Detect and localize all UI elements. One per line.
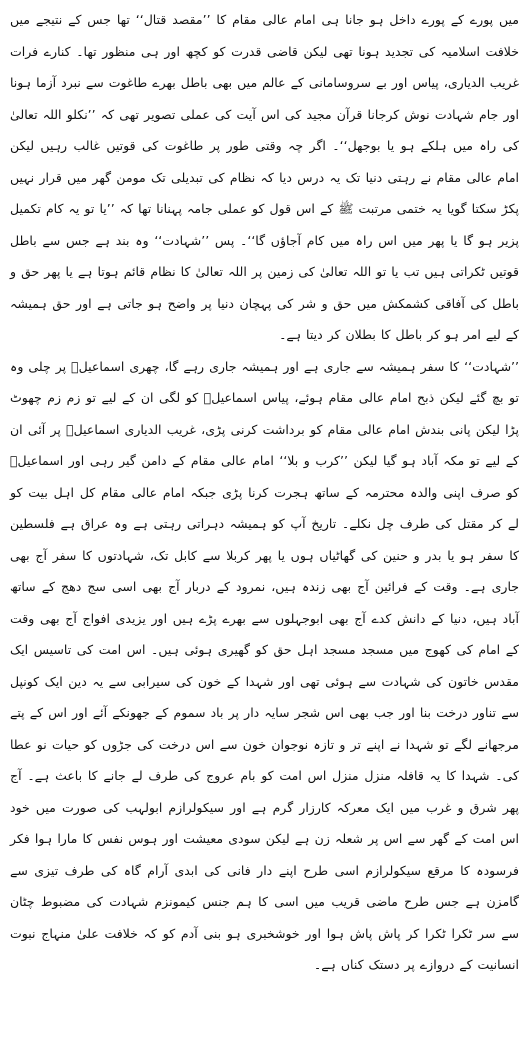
paragraph-2: ’’شہادت‘‘ کا سفر ہمیشہ سے جاری ہے اور ہمیشہ جاری رہے گا، چھری اسماعیلؑ پر چلی وہ تو بچ گئے لیکن ذبح امام عالی مقام ہوئے، پیاس اسماعیلؑ کو لگی ان کے لیے تو زم زم چھوٹ پڑا لیکن پانی بندش امام عالی مقام کو برداشت کرنی پڑی، غریب الدیاری اسماعیلؑ پر آئی ان کے لیے تو مکہ آباد ہو گیا لیکن ’’کرب و بلا‘‘ امام عالی مقام کے دامن گیر رہی اور اسماعیلؑ کو صرف اپنی والدہ محترمہ کے ساتھ ہجرت کرنا پڑی جبکہ امام عالی مقام کل اہل بیت کو لے کر مقتل کی طرف چل نکلے۔ تاریخ آپ کو ہمیشہ دہراتی رہتی ہے وہ عراق ہے فلسطین کا سفر ہو یا بدر و حنین کی گھاٹیاں ہوں یا پھر کربلا سے کابل تک، شہادتوں کا سفر آج بھی جاری ہے۔ وقت کے فرائین آج بھی زندہ ہیں، نمرود کے دربار آج بھی اسی سج دھج کے ساتھ آباد ہیں، دنیا کے دانش کدے آج بھی ابوجہلوں سے بھرے پڑے ہیں اور یزیدی افواج آج بھی وقت کے امام کی کھوج میں مسجد مسجد اہل حق کو گھیری ہوئی ہیں۔ اس امت کی تاسیس ایک مقدس خاتون کی شہادت سے ہوئی تھی اور شہدا کے خون کی سیرابی سے یہ دین ایک کونپل سے تناور درخت بنا اور جب بھی اس شجر سایہ دار پر باد سموم کے جھونکے آئے اور اس کے پتے مرجھانے لگے تو شہدا نے اپنے تر و تازہ نوجوان خون سے اس درخت کی جڑوں کو حیات نو عطا کی۔ شہدا کا یہ قافلہ منزل منزل اس امت کو بام عروج کی طرف لے جانے کا باعث ہے۔ آج پھر شرق و غرب میں ایک معرکہ کارزار گرم ہے اور سیکولرازم ابولہب کی صورت میں خود اس امت کے گھر سے اس پر شعلہ زن ہے لیکن سودی معیشت اور ہوس نفس کا مارا ہوا فکر فرسودہ کا مرقع سیکولرازم اسی طرح اپنے دار فانی کی ابدی آرام گاہ کی طرف تیزی سے گامزن ہے جس طرح ماضی قریب میں اسی کا ہم جنس کیمونزم شہادت کی مضبوط چٹان سے سر ٹکرا ٹکرا کر پاش پاش ہوا اور خوشخبری ہو بنی آدم کو کہ خلافت علیٰ منہاج نبوت انسانیت کے دروازے پر دستک کناں ہے۔ bbox=[10, 358, 519, 972]
paragraph-1: میں پورے کے پورے داخل ہو جانا ہی امام عالی مقام کا ’’مقصد قتال‘‘ تھا جس کے نتیجے میں خلافت اسلامیہ کی تجدید ہونا تھی لیکن قاضی قدرت کو کچھ اور ہی منظور تھا۔ کنارے فرات غریب الدیاری، پیاس اور بے سروسامانی کے عالم میں بھی باطل بھرے طاغوت سے نبرد آزما ہونا اور جام شہادت نوش کرجانا قرآن مجید کی اس آیت کی عملی تصویر تھی کہ ’’نکلو اللہ تعالیٰ کی راہ میں ہلکے ہو یا بوجھل‘‘۔ اگر چہ وقتی طور پر طاغوت کی قوتیں غالب رہیں لیکن امام عالی مقام نے رہتی دنیا تک یہ درس دیا کہ نظام کی تبدیلی تک مومن گھر میں قرار نہیں پکڑ سکتا گویا یہ ختمی مرتبت ﷺ کے اس قول کو عملی جامہ پہنانا تھا کہ ’’یا تو یہ کام تکمیل پزیر ہو گا یا پھر میں اس راہ میں کام آجاؤں گا‘‘۔ پس ’’شہادت‘‘ وہ بند ہے جس سے باطل قوتیں ٹکراتی ہیں تب یا تو اللہ تعالیٰ کی زمین پر اللہ تعالیٰ کا نظام قائم ہوتا ہے یا پھر حق و باطل کی آفاقی کشمکش میں حق و شر کی پہچان دنیا پر واضح ہو جاتی ہے اور حق ہمیشہ کے لیے امر ہو کر باطل کا بطلان کر دیتا ہے۔ bbox=[10, 12, 519, 342]
